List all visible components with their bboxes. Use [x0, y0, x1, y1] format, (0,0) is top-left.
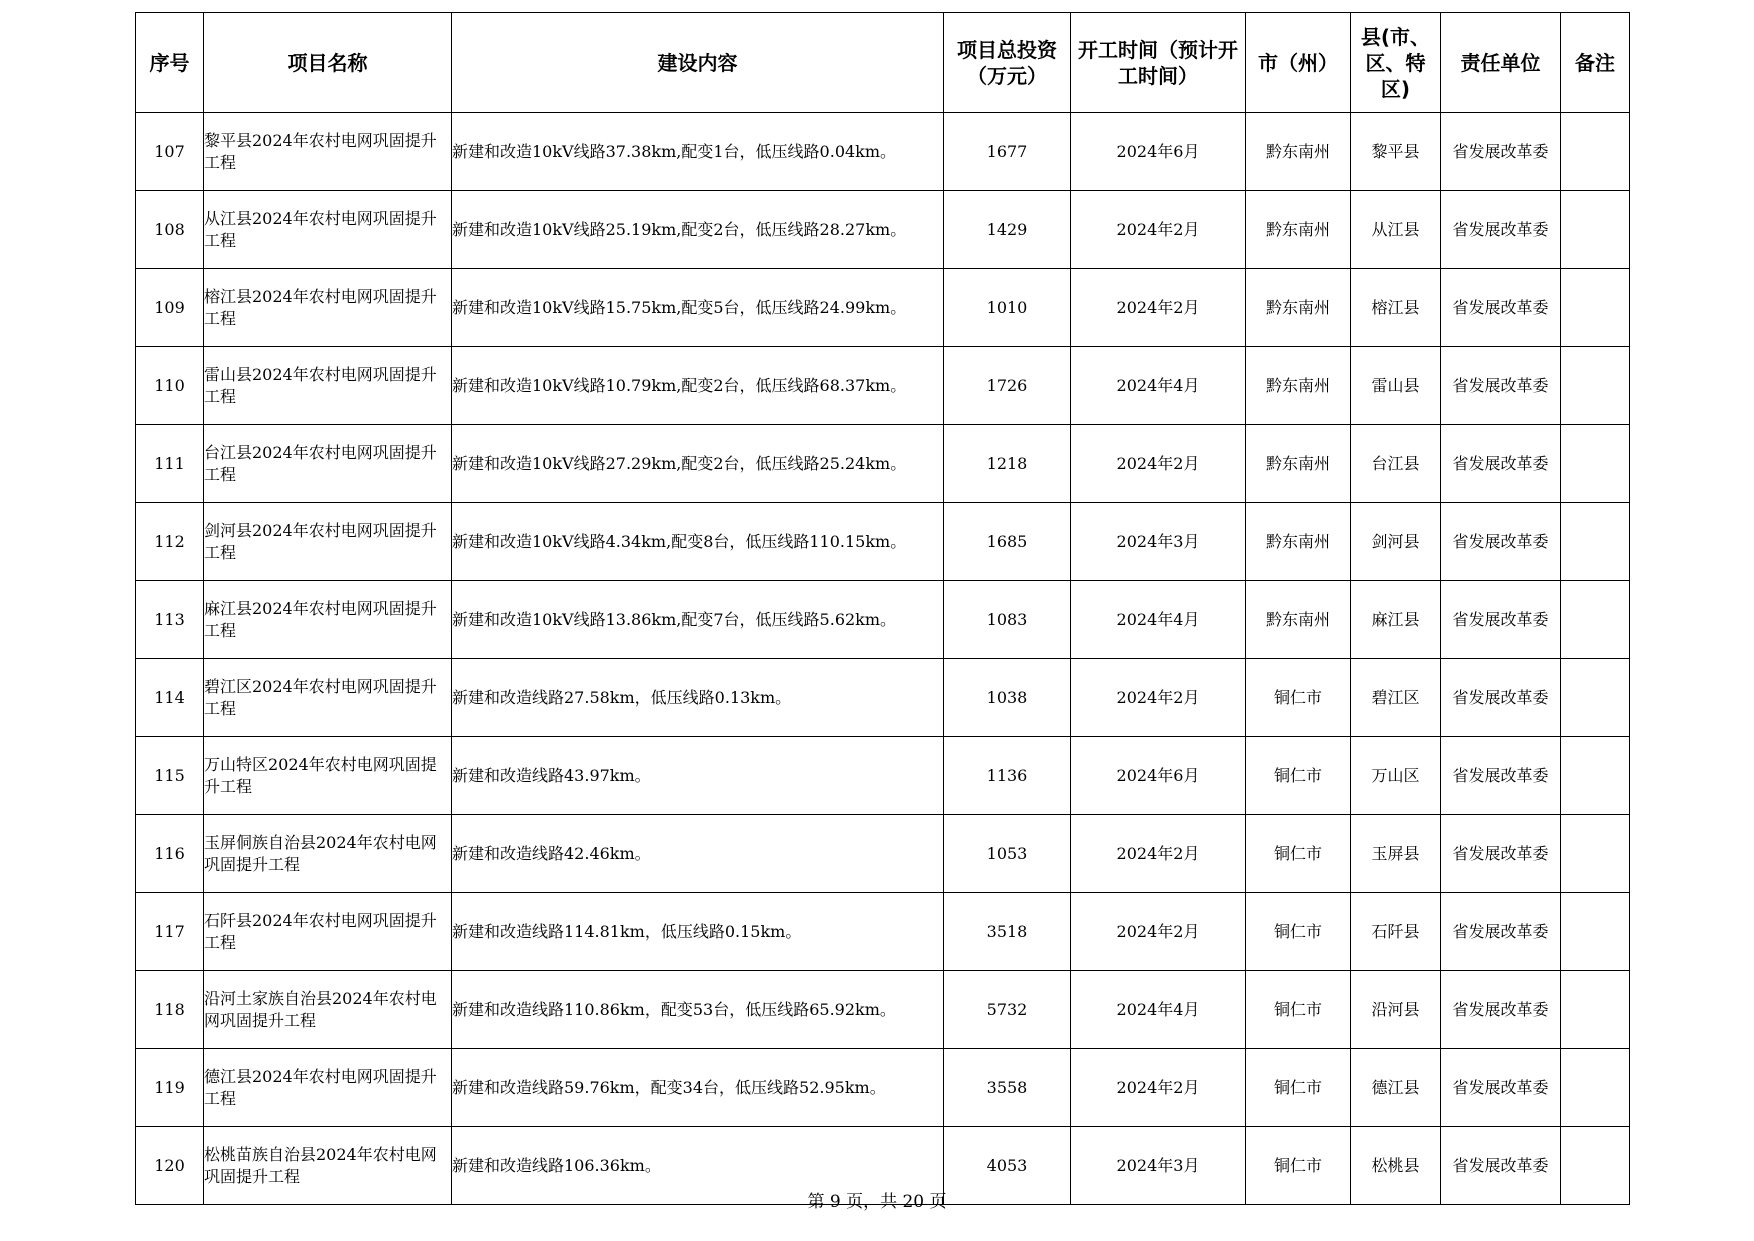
row-unit: 省发展改革委 — [1441, 737, 1561, 815]
row-investment: 1038 — [944, 659, 1071, 737]
project-table — [135, 12, 1630, 1205]
row-seq: 115 — [136, 737, 204, 815]
row-unit: 省发展改革委 — [1441, 659, 1561, 737]
row-content: 新建和改造线路106.36km。 — [452, 1127, 944, 1205]
row-unit: 省发展改革委 — [1441, 191, 1561, 269]
row-start-time: 2024年2月 — [1071, 659, 1246, 737]
row-seq: 119 — [136, 1049, 204, 1127]
row-unit: 省发展改革委 — [1441, 425, 1561, 503]
row-unit: 省发展改革委 — [1441, 971, 1561, 1049]
table-row — [136, 893, 1630, 971]
row-project-name: 雷山县2024年农村电网巩固提升工程 — [204, 347, 452, 425]
row-project-name: 榕江县2024年农村电网巩固提升工程 — [204, 269, 452, 347]
row-unit: 省发展改革委 — [1441, 893, 1561, 971]
row-county: 麻江县 — [1351, 581, 1441, 659]
row-start-time: 2024年3月 — [1071, 503, 1246, 581]
row-content: 新建和改造10kV线路25.19km,配变2台，低压线路28.27km。 — [452, 191, 944, 269]
row-start-time: 2024年4月 — [1071, 347, 1246, 425]
table-row — [136, 1049, 1630, 1127]
row-project-name: 黎平县2024年农村电网巩固提升工程 — [204, 113, 452, 191]
row-seq: 107 — [136, 113, 204, 191]
row-start-time: 2024年4月 — [1071, 971, 1246, 1049]
row-investment: 1010 — [944, 269, 1071, 347]
row-note — [1561, 113, 1630, 191]
row-investment: 1218 — [944, 425, 1071, 503]
row-content: 新建和改造10kV线路10.79km,配变2台，低压线路68.37km。 — [452, 347, 944, 425]
row-county: 黎平县 — [1351, 113, 1441, 191]
row-project-name: 从江县2024年农村电网巩固提升工程 — [204, 191, 452, 269]
row-city: 黔东南州 — [1246, 269, 1351, 347]
row-investment: 1677 — [944, 113, 1071, 191]
row-seq: 118 — [136, 971, 204, 1049]
row-seq: 108 — [136, 191, 204, 269]
row-city: 黔东南州 — [1246, 191, 1351, 269]
row-city: 铜仁市 — [1246, 971, 1351, 1049]
row-seq: 114 — [136, 659, 204, 737]
row-content: 新建和改造线路110.86km，配变53台，低压线路65.92km。 — [452, 971, 944, 1049]
row-unit: 省发展改革委 — [1441, 503, 1561, 581]
table-row — [136, 347, 1630, 425]
table-row — [136, 113, 1630, 191]
row-start-time: 2024年6月 — [1071, 113, 1246, 191]
row-city: 铜仁市 — [1246, 893, 1351, 971]
row-content: 新建和改造10kV线路4.34km,配变8台，低压线路110.15km。 — [452, 503, 944, 581]
row-start-time: 2024年2月 — [1071, 269, 1246, 347]
row-city: 黔东南州 — [1246, 347, 1351, 425]
table-row — [136, 191, 1630, 269]
row-county: 玉屏县 — [1351, 815, 1441, 893]
row-city: 铜仁市 — [1246, 1127, 1351, 1205]
table-row — [136, 269, 1630, 347]
row-investment: 1053 — [944, 815, 1071, 893]
row-seq: 116 — [136, 815, 204, 893]
row-project-name: 麻江县2024年农村电网巩固提升工程 — [204, 581, 452, 659]
row-note — [1561, 737, 1630, 815]
row-start-time: 2024年2月 — [1071, 191, 1246, 269]
row-start-time: 2024年6月 — [1071, 737, 1246, 815]
row-unit: 省发展改革委 — [1441, 581, 1561, 659]
header-note: 备注 — [1561, 13, 1630, 113]
row-county: 万山区 — [1351, 737, 1441, 815]
header-county: 县(市、区、特区) — [1351, 13, 1441, 113]
row-city: 铜仁市 — [1246, 659, 1351, 737]
row-project-name: 玉屏侗族自治县2024年农村电网巩固提升工程 — [204, 815, 452, 893]
table-row — [136, 425, 1630, 503]
row-content: 新建和改造10kV线路13.86km,配变7台，低压线路5.62km。 — [452, 581, 944, 659]
row-county: 雷山县 — [1351, 347, 1441, 425]
row-note — [1561, 347, 1630, 425]
row-investment: 4053 — [944, 1127, 1071, 1205]
row-content: 新建和改造10kV线路27.29km,配变2台，低压线路25.24km。 — [452, 425, 944, 503]
row-project-name: 台江县2024年农村电网巩固提升工程 — [204, 425, 452, 503]
row-seq: 109 — [136, 269, 204, 347]
row-county: 从江县 — [1351, 191, 1441, 269]
row-start-time: 2024年4月 — [1071, 581, 1246, 659]
row-project-name: 沿河土家族自治县2024年农村电网巩固提升工程 — [204, 971, 452, 1049]
row-seq: 113 — [136, 581, 204, 659]
row-county: 台江县 — [1351, 425, 1441, 503]
header-name: 项目名称 — [204, 13, 452, 113]
row-content: 新建和改造10kV线路15.75km,配变5台，低压线路24.99km。 — [452, 269, 944, 347]
row-city: 黔东南州 — [1246, 425, 1351, 503]
row-project-name: 松桃苗族自治县2024年农村电网巩固提升工程 — [204, 1127, 452, 1205]
row-note — [1561, 581, 1630, 659]
row-unit: 省发展改革委 — [1441, 269, 1561, 347]
row-unit: 省发展改革委 — [1441, 347, 1561, 425]
row-unit: 省发展改革委 — [1441, 815, 1561, 893]
header-seq: 序号 — [136, 13, 204, 113]
row-investment: 1429 — [944, 191, 1071, 269]
row-content: 新建和改造10kV线路37.38km,配变1台，低压线路0.04km。 — [452, 113, 944, 191]
row-investment: 1083 — [944, 581, 1071, 659]
row-content: 新建和改造线路27.58km，低压线路0.13km。 — [452, 659, 944, 737]
table-row — [136, 971, 1630, 1049]
row-note — [1561, 815, 1630, 893]
row-county: 碧江区 — [1351, 659, 1441, 737]
row-investment: 1685 — [944, 503, 1071, 581]
row-city: 铜仁市 — [1246, 737, 1351, 815]
row-seq: 110 — [136, 347, 204, 425]
row-county: 沿河县 — [1351, 971, 1441, 1049]
row-county: 榕江县 — [1351, 269, 1441, 347]
header-unit: 责任单位 — [1441, 13, 1561, 113]
row-investment: 5732 — [944, 971, 1071, 1049]
table-row — [136, 659, 1630, 737]
row-note — [1561, 971, 1630, 1049]
row-investment: 1136 — [944, 737, 1071, 815]
row-start-time: 2024年2月 — [1071, 815, 1246, 893]
row-city: 黔东南州 — [1246, 503, 1351, 581]
row-unit: 省发展改革委 — [1441, 113, 1561, 191]
row-seq: 112 — [136, 503, 204, 581]
row-city: 黔东南州 — [1246, 581, 1351, 659]
row-content: 新建和改造线路43.97km。 — [452, 737, 944, 815]
row-investment: 3518 — [944, 893, 1071, 971]
header-start-time: 开工时间（预计开工时间） — [1071, 13, 1246, 113]
row-note — [1561, 425, 1630, 503]
header-investment: 项目总投资（万元） — [944, 13, 1071, 113]
header-row — [136, 13, 1630, 113]
row-start-time: 2024年2月 — [1071, 425, 1246, 503]
row-project-name: 碧江区2024年农村电网巩固提升工程 — [204, 659, 452, 737]
row-note — [1561, 191, 1630, 269]
row-county: 石阡县 — [1351, 893, 1441, 971]
row-project-name: 石阡县2024年农村电网巩固提升工程 — [204, 893, 452, 971]
row-project-name: 德江县2024年农村电网巩固提升工程 — [204, 1049, 452, 1127]
row-note — [1561, 893, 1630, 971]
page-footer: 第 9 页，共 20 页 — [807, 1192, 947, 1212]
row-start-time: 2024年2月 — [1071, 893, 1246, 971]
table-row — [136, 581, 1630, 659]
row-seq: 117 — [136, 893, 204, 971]
row-investment: 3558 — [944, 1049, 1071, 1127]
row-note — [1561, 503, 1630, 581]
row-unit: 省发展改革委 — [1441, 1049, 1561, 1127]
row-project-name: 剑河县2024年农村电网巩固提升工程 — [204, 503, 452, 581]
row-city: 铜仁市 — [1246, 1049, 1351, 1127]
row-city: 黔东南州 — [1246, 113, 1351, 191]
row-seq: 111 — [136, 425, 204, 503]
row-county: 剑河县 — [1351, 503, 1441, 581]
row-city: 铜仁市 — [1246, 815, 1351, 893]
row-investment: 1726 — [944, 347, 1071, 425]
header-city: 市（州） — [1246, 13, 1351, 113]
table-row — [136, 737, 1630, 815]
row-note — [1561, 1049, 1630, 1127]
row-county: 松桃县 — [1351, 1127, 1441, 1205]
row-start-time: 2024年3月 — [1071, 1127, 1246, 1205]
table-row — [136, 815, 1630, 893]
row-note — [1561, 269, 1630, 347]
row-content: 新建和改造线路114.81km，低压线路0.15km。 — [452, 893, 944, 971]
header-content: 建设内容 — [452, 13, 944, 113]
table-row — [136, 503, 1630, 581]
row-unit: 省发展改革委 — [1441, 1127, 1561, 1205]
row-content: 新建和改造线路59.76km，配变34台，低压线路52.95km。 — [452, 1049, 944, 1127]
row-start-time: 2024年2月 — [1071, 1049, 1246, 1127]
row-project-name: 万山特区2024年农村电网巩固提升工程 — [204, 737, 452, 815]
row-county: 德江县 — [1351, 1049, 1441, 1127]
row-seq: 120 — [136, 1127, 204, 1205]
row-content: 新建和改造线路42.46km。 — [452, 815, 944, 893]
row-note — [1561, 659, 1630, 737]
